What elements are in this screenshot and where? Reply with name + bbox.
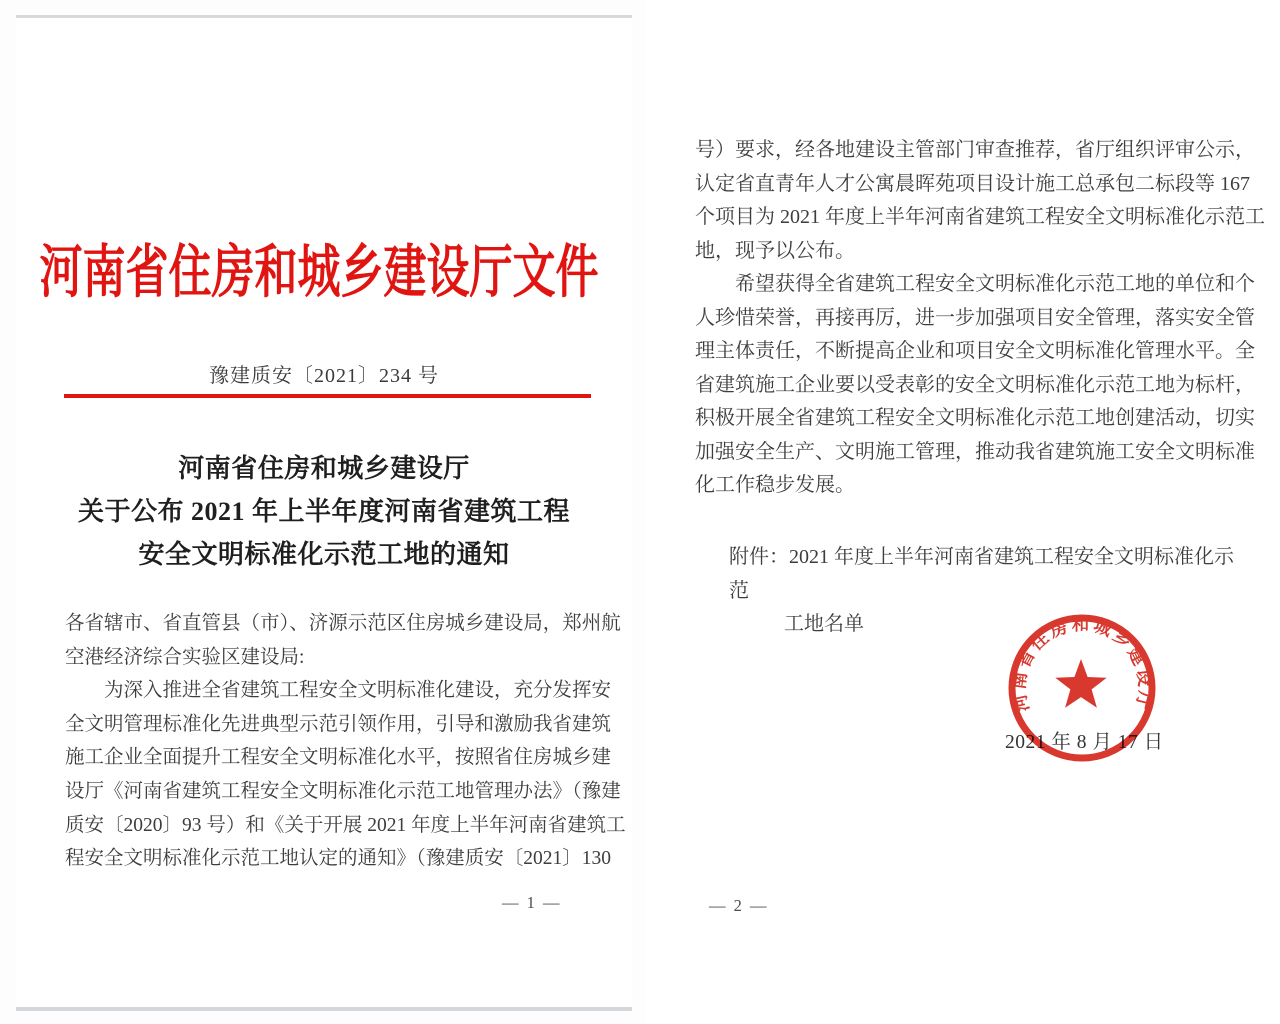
text-line: 化工作稳步发展。 [695, 474, 855, 496]
text-line: 空港经济综合实验区建设局: [65, 646, 305, 668]
seal-text: 河南省住房和城乡建设厅 [1008, 614, 1156, 715]
page2-page-number: — 2 — [709, 896, 769, 915]
attachment-line: 附件：2021 年度上半年河南省建筑工程安全文明标准化示范 [729, 546, 1234, 602]
document-page-1 [16, 15, 632, 1011]
page1-body-text [65, 607, 626, 876]
page1-page-number: — 1 — [502, 893, 562, 912]
text-line: 全文明管理标准化先进典型示范引领作用，引导和激励我省建筑 [65, 713, 612, 735]
text-line: 理主体责任，不断提高企业和项目安全文明标准化管理水平。全 [695, 340, 1255, 362]
text-line: 加强安全生产、文明施工管理，推动我省建筑施工安全文明标准 [695, 440, 1255, 463]
document-title-line: 安全文明标准化示范工地的通知 [138, 540, 510, 569]
seal-star-icon [1055, 659, 1106, 708]
text-line: 为深入推进全省建筑工程安全文明标准化建设，充分发挥安 [104, 680, 612, 702]
letterhead-title: 河南省住房和城乡建设厅文件 [39, 242, 599, 305]
document-page-2 [645, 0, 1280, 1024]
text-line: 各省辖市、省直管县（市）、济源示范区住房城乡建设局，郑州航 [65, 613, 621, 634]
red-separator-rule [64, 394, 591, 398]
text-line: 地，现予以公布。 [695, 239, 855, 262]
text-line: 设厅《河南省建筑工程安全文明标准化示范工地管理办法》（豫建 [65, 780, 621, 802]
text-line: 希望获得全省建筑工程安全文明标准化示范工地的单位和个 [735, 273, 1255, 295]
text-line: 质安〔2020〕93 号）和《关于开展 2021 年度上半年河南省建筑工 [65, 814, 626, 836]
document-title [16, 447, 632, 576]
text-line: 施工企业全面提升工程安全文明标准化水平，按照省住房城乡建 [65, 747, 612, 769]
text-line: 认定省直青年人才公寓晨晖苑项目设计施工总承包二标段等 167 [695, 172, 1250, 195]
text-line: 号）要求，经各地建设主管部门审查推荐，省厅组织评审公示， [695, 139, 1255, 161]
text-line: 省建筑施工企业要以受表彰的安全文明标准化示范工地为标杆， [695, 373, 1255, 396]
document-title-line: 关于公布 2021 年上半年度河南省建筑工程 [77, 497, 570, 526]
text-line: 程安全文明标准化示范工地认定的通知》（豫建质安〔2021〕130 [65, 848, 612, 870]
text-line: 个项目为 2021 年度上半年河南省建筑工程安全文明标准化示范工 [695, 206, 1265, 228]
issue-date: 2021 年 8 月 17 日 [1005, 732, 1164, 753]
text-line: 积极开展全省建筑工程安全文明标准化示范工地创建活动，切实 [695, 407, 1255, 429]
official-seal [999, 605, 1165, 771]
text-line: 人珍惜荣誉，再接再厉，进一步加强项目安全管理，落实安全管 [695, 306, 1255, 329]
document-title-line: 河南省住房和城乡建设厅 [178, 454, 470, 483]
attachment-line: 工地名单 [784, 613, 864, 635]
page2-body-text [695, 134, 1265, 503]
document-number: 豫建质安〔2021〕234 号 [209, 365, 439, 387]
